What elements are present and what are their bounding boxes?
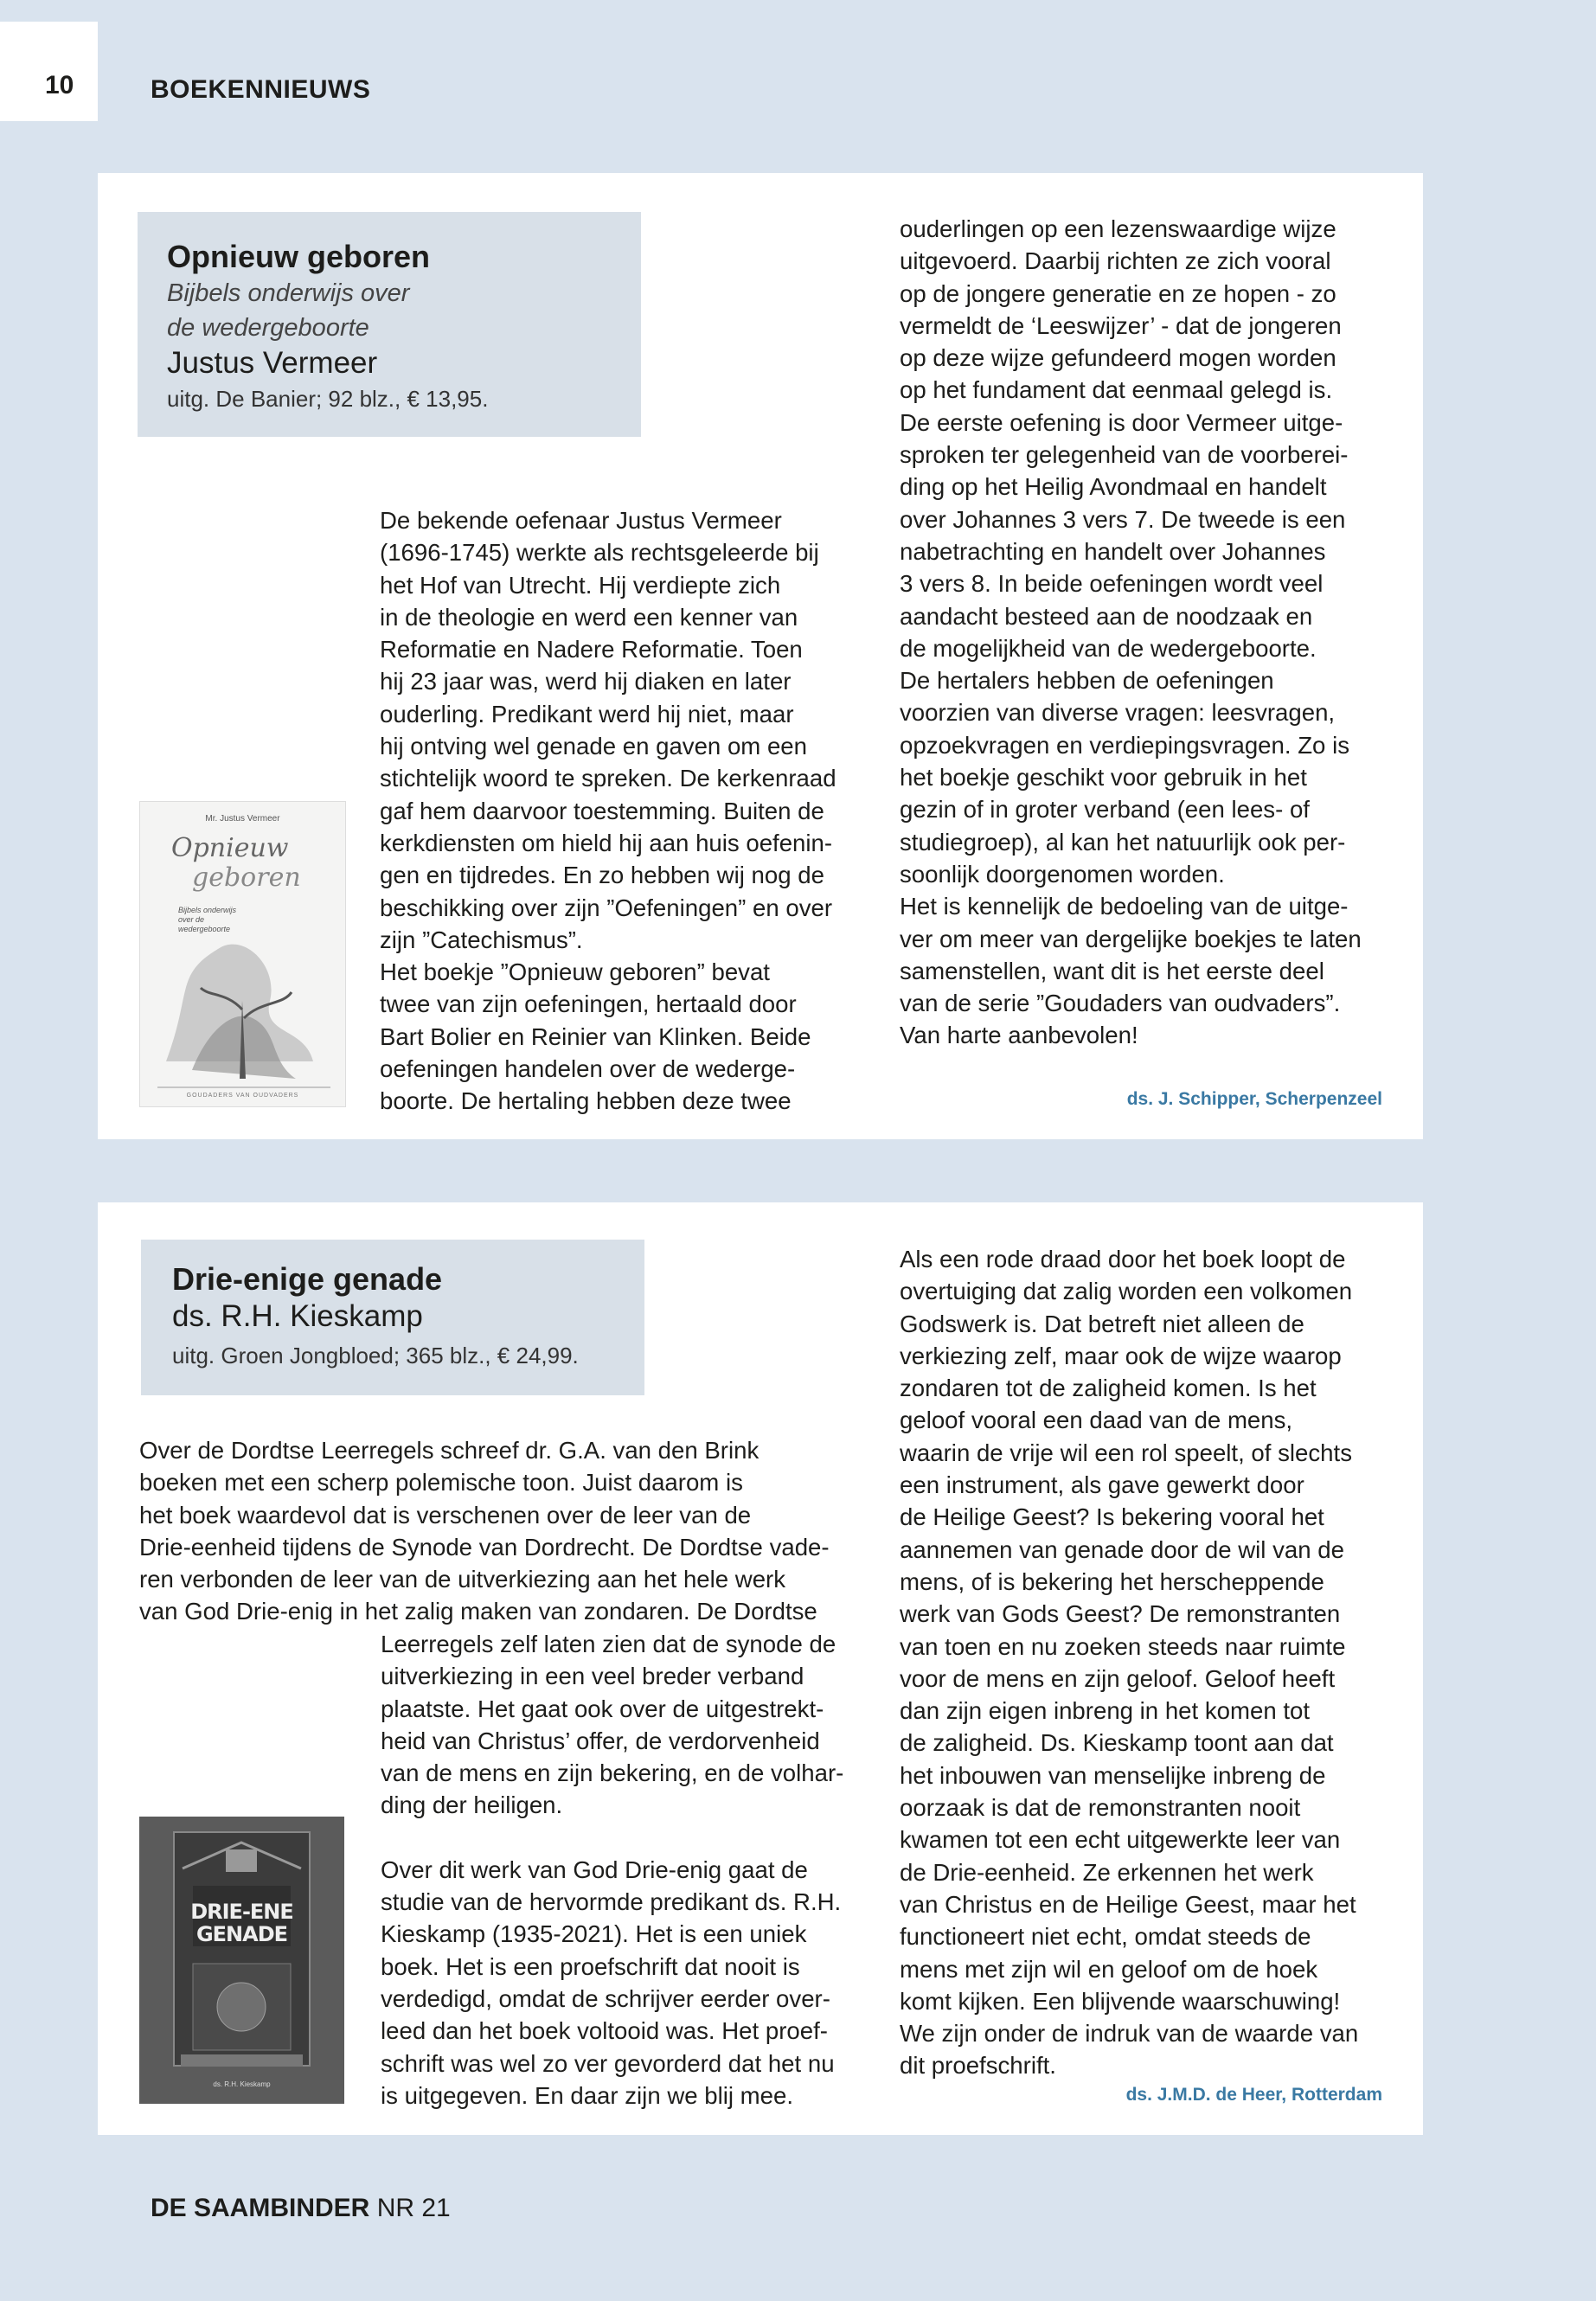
text-line: zondaren tot de zaligheid komen. Is het [900,1375,1317,1402]
text-line: Reformatie en Nadere Reformatie. Toen [380,636,803,663]
text-line: verdedigd, omdat de schrijver eerder over- [381,1984,830,2012]
book-title: Opnieuw geboren [167,239,431,274]
text-line: ding der heiligen. [381,1791,563,1819]
review-text-column-2 [900,1243,1401,2082]
text-line: stichtelijk woord te spreken. De kerkenraad [380,765,836,792]
text-line: oefeningen handelen over de wederge- [380,1055,796,1083]
cover-title: geboren [192,862,301,893]
text-line: Bart Bolier en Reinier van Klinken. Beide [380,1022,811,1050]
text-line: Kieskamp (1935-2021). Het is een uniek [381,1920,807,1948]
text-line: dan zijn eigen inbreng in het komen tot [900,1697,1311,1725]
issue-number: NR 21 [376,2194,451,2222]
text-line: gezin of in groter verband (een lees- of [900,796,1310,824]
text-line: komt kijken. Een blijvende waarschuwing! [900,1987,1341,2015]
text-line: werk van Gods Geest? De remonstranten [900,1600,1341,1628]
text-line: uitverkiezing in een veel breder verband [381,1663,804,1690]
review-text-column-1-wide [139,1434,875,1628]
text-line: functioneert niet echt, omdat steeds de [900,1923,1311,1951]
text-line: kwamen tot een echt uitgewerkte leer van [900,1826,1341,1854]
review-text-column-1 [380,504,881,1118]
text-line: aandacht besteed aan de noodzaak en [900,602,1313,630]
review-signature: ds. J.M.D. de Heer, Rotterdam [1125,2085,1382,2105]
text-line: vermeldt de ‘Leeswijzer’ - dat de jongeren [900,311,1342,339]
text-line: soonlijk doorgenomen worden. [900,860,1225,888]
text-line: twee van zijn oefeningen, hertaald door [380,990,797,1018]
text-line: Het boekje ”Opnieuw geboren” bevat [380,958,770,986]
text-line: kerkdiensten om hield hij aan huis oefenin- [380,829,833,856]
text-line: studiegroep), al kan het natuurlijk ook per- [900,828,1346,856]
review-card-2 [98,1202,1423,2135]
book-cover-image [139,1817,344,2104]
cover-illustration [139,1817,344,2104]
section-label: BOEKENNIEUWS [151,75,371,104]
text-line: Over dit werk van God Drie-enig gaat de [381,1856,808,1883]
cover-subtitle: Bijbels onderwijs [178,906,237,914]
text-line: in de theologie en werd een kenner van [380,603,798,631]
page-number: 10 [45,71,74,99]
text-line: het boekje geschikt voor gebruik in het [900,764,1307,792]
text-line: We zijn onder de indruk van de waarde van [900,2020,1359,2048]
cover-series: GOUDADERS VAN OUDVADERS [186,1093,299,1099]
book-subtitle: Bijbels onderwijs over [167,279,410,307]
text-line: opzoekvragen en verdiepingsvragen. Zo is [900,731,1349,759]
text-line: aannemen van genade door de wil van de [900,1535,1344,1563]
text-line: (1696-1745) werkte als rechtsgeleerde bij [380,539,819,567]
text-line: samenstellen, want dit is het eerste deel [900,957,1324,984]
text-line: van toen en nu zoeken steeds naar ruimte [900,1632,1346,1660]
text-line: Leerregels zelf laten zien dat de synode de [381,1631,836,1657]
cover-subtitle: over de [178,915,205,924]
text-line: de Drie-eenheid. Ze erkennen het werk [900,1858,1314,1886]
text-line: boeken met een scherp polemische toon. Juist daarom is [139,1469,743,1497]
review-text-column-2 [900,213,1401,1052]
text-line: geloof vooral een daad van de mens, [900,1407,1293,1434]
cover-title: GENADE [195,1922,288,1946]
text-line: nabetrachting en handelt over Johannes [900,537,1326,565]
cover-title: DRIE-ENE [190,1900,293,1924]
text-line: schrift was wel zo ver gevorderd dat het nu [381,2049,835,2077]
text-line: ding op het Heilig Avondmaal en handelt [900,473,1327,501]
text-line: het Hof van Utrecht. Hij verdiepte zich [380,571,781,599]
book-publisher: uitg. Groen Jongbloed; 365 blz., € 24,99. [172,1343,579,1368]
text-line: beschikking over zijn ”Oefeningen” en over [380,894,833,921]
text-line: 3 vers 8. In beide oefeningen wordt veel [900,570,1324,598]
book-author: Justus Vermeer [167,346,378,380]
text-line: het inbouwen van menselijke inbreng de [900,1761,1326,1789]
text-line: op deze wijze gefundeerd mogen worden [900,344,1336,372]
text-line: gaf hem daarvoor toestemming. Buiten de [380,797,824,824]
text-line: het boek waardevol dat is verschenen over de leer van de [139,1501,752,1529]
text-line: is uitgegeven. En daar zijn we blij mee. [381,2081,794,2109]
text-line: Drie-eenheid tijdens de Synode van Dordrecht. De Dordtse vade- [139,1533,830,1561]
text-line: dit proefschrift. [900,2052,1056,2080]
text-line: boorte. De hertaling hebben deze twee [380,1087,792,1115]
book-info-box [141,1240,644,1395]
text-line: op de jongere generatie en ze hopen - zo [900,279,1336,307]
text-line: hij 23 jaar was, werd hij diaken en later [380,668,792,695]
text-line: ouderlingen op een lezenswaardige wijze [900,215,1336,242]
text-line: ren verbonden de leer van de uitverkiezing aan het hele werk [139,1566,786,1593]
text-line: van God Drie-enig in het zalig maken van zondaren. De Dordtse [139,1598,817,1625]
cover-author: Mr. Justus Vermeer [205,814,280,824]
text-line: ouderling. Predikant werd hij niet, maar [380,700,794,727]
footer [151,2194,451,2223]
text-line: de mogelijkheid van de wedergeboorte. [900,634,1317,662]
text-line: van Christus en de Heilige Geest, maar het [900,1890,1356,1918]
text-line: over Johannes 3 vers 7. De tweede is een [900,505,1346,533]
book-publisher: uitg. De Banier; 92 blz., € 13,95. [167,386,489,412]
text-line: heid van Christus’ offer, de verdorvenheid [381,1727,820,1754]
cover-author: ds. R.H. Kieskamp [213,2080,271,2088]
text-line: sproken ter gelegenheid van de voorberei- [900,441,1349,469]
text-line: de Heilige Geest? Is bekering vooral het [900,1503,1324,1531]
text-line: mens met zijn wil en geloof om de hoek [900,1955,1318,1983]
text-line: hij ontving wel genade en gaven om een [380,733,807,760]
magazine-name: DE SAAMBINDER [151,2194,370,2222]
text-line: mens, of is bekering het herscheppende [900,1567,1324,1595]
cover-title: Opnieuw [171,833,289,863]
text-line: overtuiging dat zalig worden een volkomen [900,1278,1353,1305]
book-info-box [138,212,641,437]
text-line: boek. Het is een proefschrift dat nooit is [381,1952,800,1980]
review-card-1 [98,173,1423,1139]
book-cover-image [139,801,346,1107]
text-line: verkiezing zelf, maar ook de wijze waarop [900,1342,1342,1369]
text-line: gen en tijdredes. En zo hebben wij nog de [380,862,824,889]
text-line: een instrument, als gave gewerkt door [900,1471,1304,1499]
text-line: Over de Dordtse Leerregels schreef dr. G.A. van den Brink [139,1437,760,1464]
text-line: Het is kennelijk de bedoeling van de uitge- [900,893,1349,920]
review-text-column-1-narrow [381,1628,882,2112]
text-line: voor de mens en zijn geloof. Geloof heeft [900,1664,1336,1692]
text-line: de zaligheid. Ds. Kieskamp toont aan dat [900,1729,1334,1757]
text-line: ver om meer van dergelijke boekjes te laten [900,925,1362,952]
text-line: De hertalers hebben de oefeningen [900,667,1274,695]
text-line: van de serie ”Goudaders van oudvaders”. [900,990,1341,1017]
text-line: oorzaak is dat de remonstranten nooit [900,1794,1301,1822]
text-line: waarin de vrije wil een rol speelt, of slechts [900,1439,1352,1466]
review-signature: ds. J. Schipper, Scherpenzeel [1126,1089,1382,1109]
text-line: van de mens en zijn bekering, en de volhar- [381,1759,844,1787]
text-line: plaatste. Het gaat ook over de uitgestrekt- [381,1695,824,1722]
book-title: Drie-enige genade [172,1261,443,1297]
text-line: De eerste oefening is door Vermeer uitge- [900,408,1343,436]
text-line: zijn ”Catechismus”. [380,926,583,953]
book-subtitle: de wedergeboorte [167,314,369,342]
cover-subtitle: wedergeboorte [178,925,231,933]
text-line: leed dan het boek voltooid was. Het proef- [381,2017,828,2045]
text-line: De bekende oefenaar Justus Vermeer [380,507,782,534]
text-line: Als een rode draad door het boek loopt de [900,1246,1346,1272]
text-line: uitgevoerd. Daarbij richten ze zich vooral [900,247,1331,275]
text-line: voorzien van diverse vragen: leesvragen, [900,699,1336,727]
text-line: op het fundament dat eenmaal gelegd is. [900,376,1333,404]
book-author: ds. R.H. Kieskamp [172,1299,423,1333]
text-line: Van harte aanbevolen! [900,1022,1138,1049]
text-line: studie van de hervormde predikant ds. R.H. [381,1888,842,1916]
text-line: Godswerk is. Dat betreft niet alleen de [900,1310,1304,1337]
